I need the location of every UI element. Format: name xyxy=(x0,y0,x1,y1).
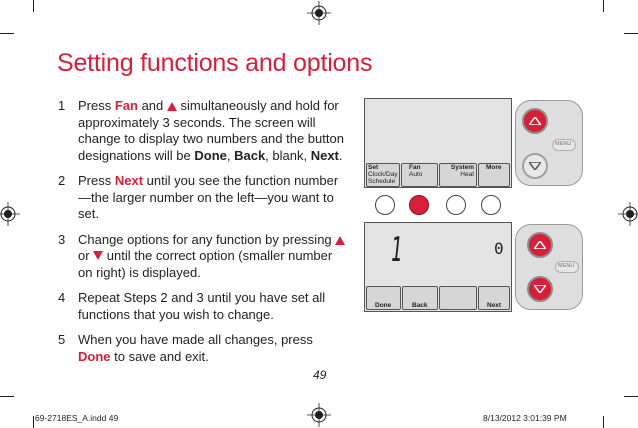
trim-mark xyxy=(624,396,638,397)
registration-mark-icon xyxy=(0,202,20,226)
footer-file: 69-2718ES_A.indd 49 xyxy=(35,413,119,423)
step-text: and xyxy=(137,98,167,113)
next-keyword: Next xyxy=(114,173,144,188)
up-arrow-icon xyxy=(335,236,345,245)
registration-mark-icon xyxy=(307,403,331,427)
down-button[interactable] xyxy=(527,276,553,302)
button-label: More xyxy=(486,164,502,171)
menu-label: MENU xyxy=(555,141,572,147)
trim-mark xyxy=(624,33,638,34)
system-button[interactable] xyxy=(439,163,477,187)
up-arrow-icon xyxy=(167,102,177,111)
step-text: , xyxy=(226,147,235,163)
step-number: 3 xyxy=(58,231,66,247)
highlighted-button-indicator xyxy=(409,195,429,215)
option-number: 0 xyxy=(494,239,504,258)
button-label: Next xyxy=(487,302,502,309)
step-text: Press xyxy=(78,173,115,188)
button-sublabel: Clock/Day xyxy=(368,171,398,178)
step-text: simultaneously and hold for approximately 3 seconds. The screen will change to display two numbers and the button designations will be xyxy=(78,98,344,163)
registration-mark-icon xyxy=(618,202,638,226)
down-arrow-icon xyxy=(529,162,541,170)
steps-list xyxy=(58,98,348,374)
done-button[interactable] xyxy=(366,286,401,310)
button-label: Done xyxy=(375,302,392,309)
page-number: 49 xyxy=(313,368,327,382)
registration-mark-icon xyxy=(307,1,331,25)
next-button[interactable] xyxy=(478,286,510,310)
step-text: until you see the function number—the larger number on the left—you want to set. xyxy=(78,173,339,221)
step-1 xyxy=(58,98,348,164)
function-number: 1 xyxy=(391,230,403,270)
step-number: 4 xyxy=(58,290,66,305)
back-keyword: Back xyxy=(234,147,266,163)
step-number: 5 xyxy=(58,332,66,347)
step-text: , blank, xyxy=(265,147,311,163)
step-text: or xyxy=(78,248,94,263)
step-text: Repeat Steps 2 and 3 until you have set all functions that you wish to change. xyxy=(78,290,326,322)
down-arrow-icon xyxy=(534,285,546,293)
up-arrow-icon xyxy=(529,117,541,125)
button-sublabel: Auto xyxy=(409,171,423,178)
button-label: Fan xyxy=(409,164,421,171)
fan-keyword: Fan xyxy=(114,98,138,113)
page-title: Setting functions and options xyxy=(57,49,373,77)
trim-mark xyxy=(33,0,34,12)
trim-mark xyxy=(603,0,604,12)
step-text: to save and exit. xyxy=(110,348,209,364)
menu-label: MENU xyxy=(558,263,575,269)
trim-mark xyxy=(0,33,14,34)
step-4 xyxy=(58,290,348,323)
step-number: 1 xyxy=(58,98,66,113)
button-sublabel: Schedule xyxy=(368,178,396,185)
trim-mark xyxy=(603,416,604,428)
button-label: System xyxy=(450,164,474,171)
button-label: Set xyxy=(368,164,379,171)
footer-date: 8/13/2012 3:01:39 PM xyxy=(483,413,567,423)
step-text: When you have made all changes, press xyxy=(78,332,313,347)
next-keyword: Next xyxy=(310,147,339,163)
up-button[interactable] xyxy=(522,108,548,134)
done-keyword: Done xyxy=(78,348,111,364)
indicator-circle xyxy=(446,195,466,215)
step-text: Press xyxy=(78,98,115,113)
indicator-circle xyxy=(481,195,501,215)
step-number: 2 xyxy=(58,173,66,188)
step-text: Change options for any function by pressing xyxy=(78,231,336,247)
menu-button[interactable] xyxy=(555,261,579,273)
button-label: Back xyxy=(412,302,428,309)
back-button[interactable] xyxy=(402,286,438,310)
done-keyword: Done xyxy=(194,147,227,163)
set-button[interactable] xyxy=(366,163,400,187)
blank-button[interactable] xyxy=(439,286,477,310)
fan-button[interactable] xyxy=(401,163,438,187)
step-text: . xyxy=(338,147,343,163)
step-5 xyxy=(58,332,348,365)
more-button[interactable] xyxy=(478,163,510,187)
menu-button[interactable] xyxy=(552,139,576,151)
up-button[interactable] xyxy=(527,232,553,258)
down-button[interactable] xyxy=(522,153,548,179)
step-3 xyxy=(58,232,348,282)
trim-mark xyxy=(0,396,14,397)
indicator-circle xyxy=(375,195,395,215)
button-sublabel: Heat xyxy=(460,171,474,178)
trim-mark xyxy=(33,416,34,428)
up-arrow-icon xyxy=(534,241,546,249)
step-2 xyxy=(58,173,348,223)
down-arrow-icon xyxy=(93,251,103,260)
step-text: until the correct option (smaller number on right) is displayed. xyxy=(78,248,333,280)
